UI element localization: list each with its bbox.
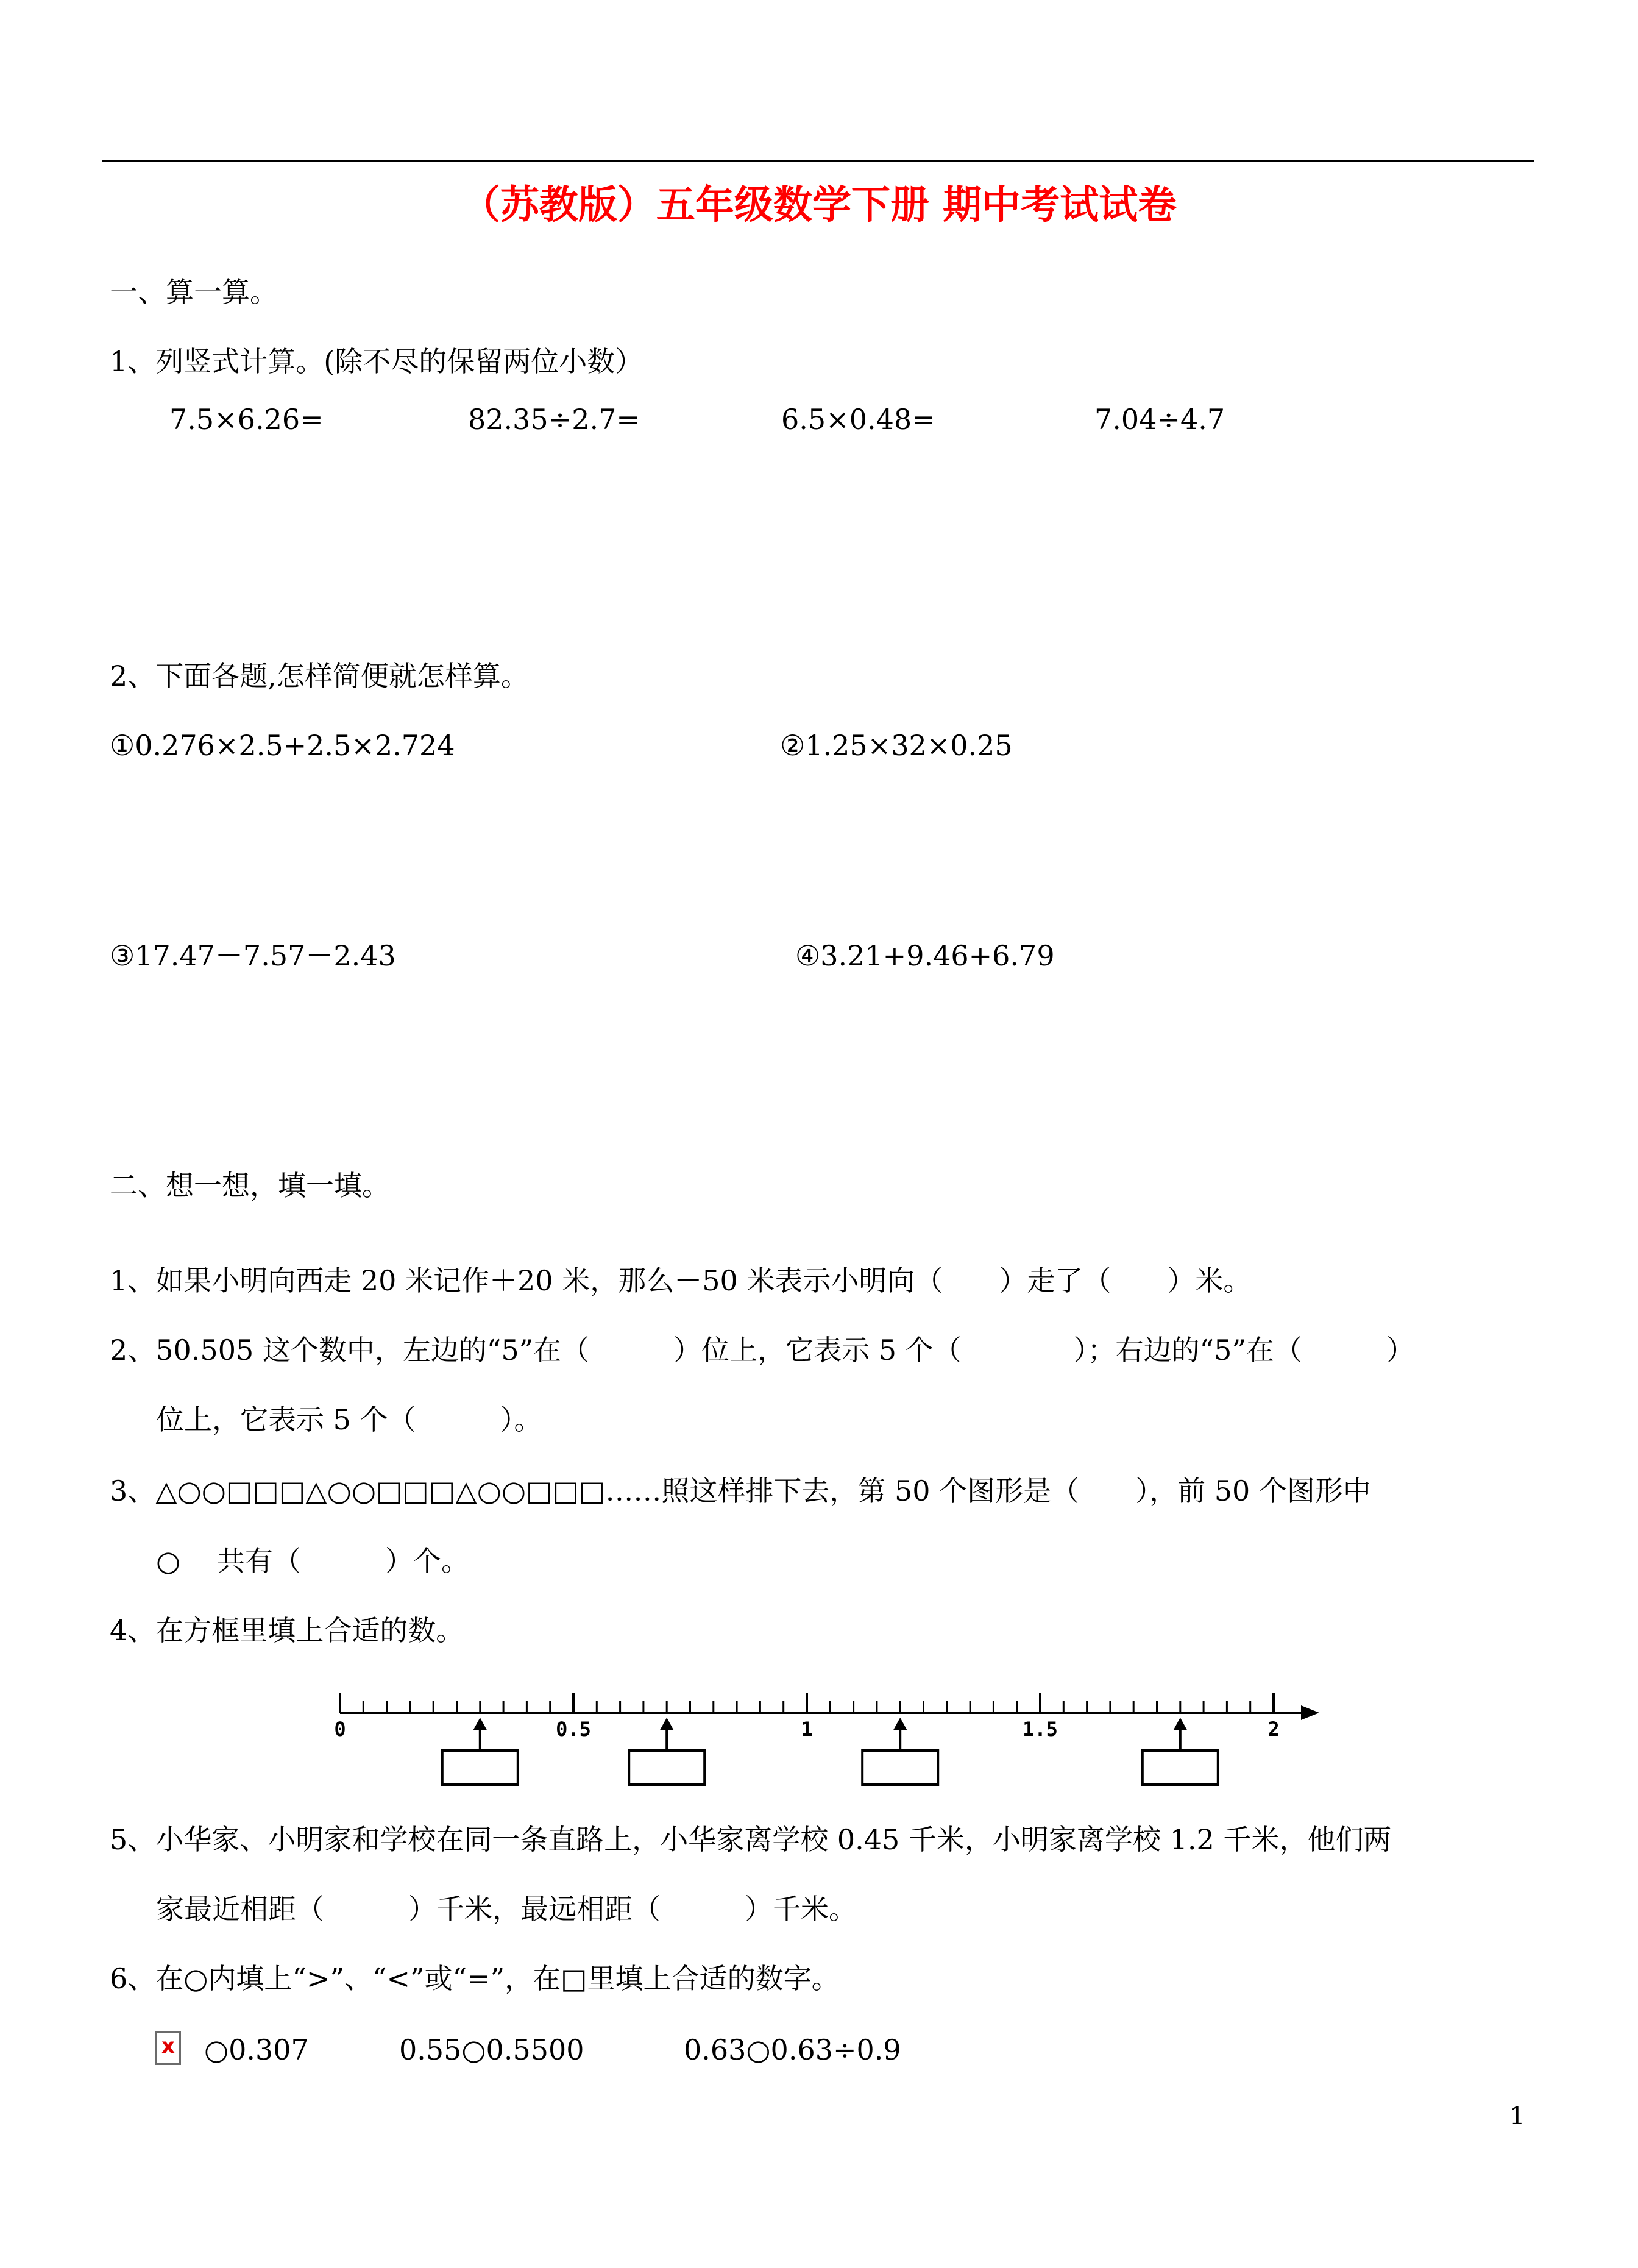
- answer-box: [442, 1751, 518, 1785]
- answer-marker: [629, 1718, 704, 1785]
- answer-marker: [442, 1718, 518, 1785]
- arrow-head-icon: [1301, 1705, 1319, 1720]
- page-title: （苏教版）五年级数学下册 期中考试试卷: [461, 182, 1177, 228]
- s1-q2-item-1: ①0.276×2.5+2.5×2.724: [110, 729, 455, 762]
- s2-q6-expr-3: 0.63○0.63÷0.9: [684, 2033, 901, 2066]
- s2-q6-label: 6、在○内填上“>”、“<”或“=”，在□里填上合适的数字。: [110, 1962, 840, 1995]
- answer-box: [862, 1751, 938, 1785]
- section1-heading: 一、算一算。: [110, 276, 278, 308]
- s2-q3-line1: 3、△○○□□□△○○□□□△○○□□□……照这样排下去，第 50 个图形是（ ），前 50 个图形中: [110, 1474, 1371, 1507]
- s1-q1-label: 1、列竖式计算。(除不尽的保留两位小数）: [110, 345, 644, 378]
- arrow-tip-icon: [1174, 1718, 1187, 1730]
- section2-heading: 二、想一想，填一填。: [110, 1169, 390, 1202]
- s2-q4-label: 4、在方框里填上合适的数。: [110, 1614, 464, 1647]
- page-number: 1: [1509, 2102, 1525, 2130]
- answer-box: [1143, 1751, 1218, 1785]
- tick-label: 1: [801, 1718, 813, 1741]
- tick-label: 2: [1268, 1718, 1280, 1741]
- tick-label: 1.5: [1023, 1718, 1058, 1741]
- tick-label: 0: [334, 1718, 346, 1741]
- s2-q6-expr-2: 0.55○0.5500: [399, 2033, 584, 2066]
- arrow-tip-icon: [473, 1718, 487, 1730]
- broken-image-icon: x: [155, 2031, 181, 2065]
- s1-q2-item-4: ④3.21+9.46+6.79: [795, 939, 1055, 972]
- s2-q3-circle: ○: [156, 1545, 181, 1577]
- s2-q3-line2: 共有（ ）个。: [217, 1545, 469, 1577]
- s2-q2-line2: 位上，它表示 5 个（ ）。: [156, 1403, 542, 1436]
- s2-q5-line1: 5、小华家、小明家和学校在同一条直路上，小华家离学校 0.45 千米，小明家离学校 1.2 千米，他们两: [110, 1823, 1392, 1856]
- arrow-tip-icon: [660, 1718, 673, 1730]
- s2-q1: 1、如果小明向西走 20 米记作＋20 米，那么－50 米表示小明向（ ）走了（ ）米。: [110, 1264, 1252, 1297]
- s1-q2-item-3: ③17.47－7.57－2.43: [110, 939, 396, 972]
- s1-q2-label: 2、下面各题,怎样简便就怎样算。: [110, 659, 529, 692]
- arrow-tip-icon: [893, 1718, 907, 1730]
- answer-box: [629, 1751, 704, 1785]
- tick-label: 0.5: [556, 1718, 591, 1741]
- s1-q1-expr-2: 82.35÷2.7=: [468, 403, 640, 436]
- s1-q2-item-2: ②1.25×32×0.25: [780, 729, 1013, 762]
- s2-q6-expr-1: ○0.307: [204, 2033, 309, 2066]
- header-rule: [102, 160, 1534, 162]
- answer-marker: [1143, 1718, 1218, 1785]
- number-line-figure: [317, 1670, 1328, 1792]
- s2-q5-line2: 家最近相距（ ）千米，最远相距（ ）千米。: [156, 1893, 857, 1925]
- s2-q2-line1: 2、50.505 这个数中，左边的“5”在（ ）位上，它表示 5 个（ ）；右边的“5”在（ ）: [110, 1334, 1414, 1367]
- s1-q1-expr-4: 7.04÷4.7: [1094, 403, 1225, 436]
- s1-q1-expr-1: 7.5×6.26=: [169, 403, 324, 436]
- s1-q1-expr-3: 6.5×0.48=: [781, 403, 935, 436]
- answer-marker: [862, 1718, 938, 1785]
